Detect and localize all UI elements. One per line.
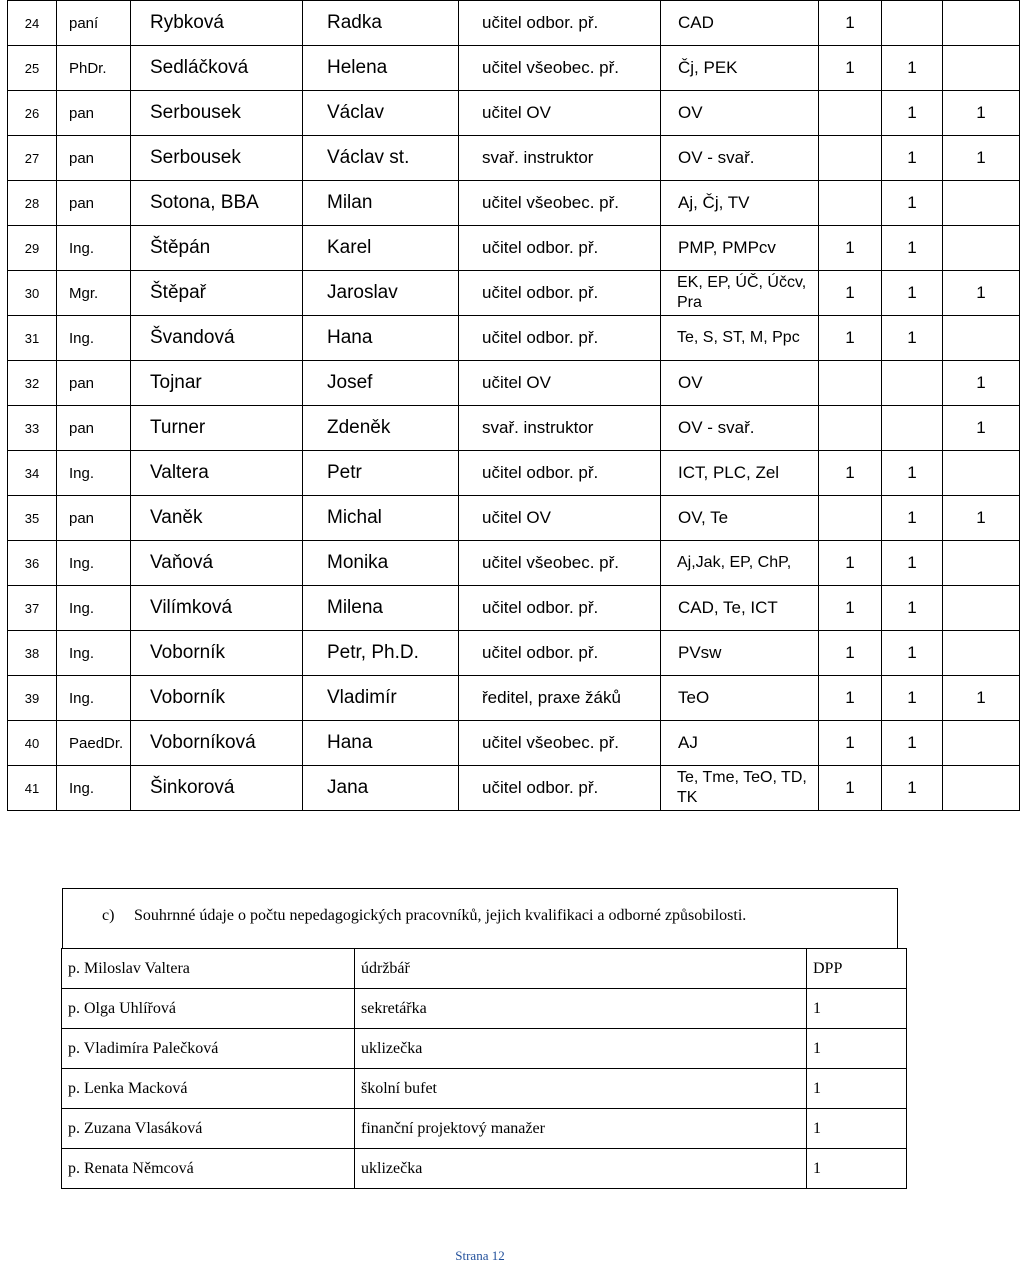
surname-cell: Vilímková (131, 586, 303, 631)
table-row (8, 46, 1020, 91)
subjects-cell: Te, S, ST, M, Ppc (661, 316, 819, 361)
employee-role-cell: finanční projektový manažer (355, 1109, 807, 1149)
mark-b-cell: 1 (882, 496, 943, 541)
mark-a-cell (819, 361, 882, 406)
mark-b-cell (882, 1, 943, 46)
position-cell: učitel odbor. př. (459, 316, 661, 361)
mark-b-cell: 1 (882, 316, 943, 361)
academic-title-cell: Ing. (57, 766, 131, 811)
row-number-cell: 34 (8, 451, 57, 496)
subjects-cell: EK, EP, ÚČ, Účcv, Pra (661, 271, 819, 316)
position-cell: učitel odbor. př. (459, 586, 661, 631)
surname-cell: Vaněk (131, 496, 303, 541)
academic-title-cell: Ing. (57, 316, 131, 361)
mark-c-cell: 1 (943, 136, 1020, 181)
mark-a-cell: 1 (819, 676, 882, 721)
table-row (8, 136, 1020, 181)
list-item (62, 949, 907, 989)
employee-name-cell: p. Olga Uhlířová (62, 989, 355, 1029)
surname-cell: Štěpař (131, 271, 303, 316)
academic-title-cell: PaedDr. (57, 721, 131, 766)
mark-a-cell (819, 91, 882, 136)
non-pedagogical-staff-table (61, 948, 907, 1189)
first-name-cell: Václav st. (303, 136, 459, 181)
table-row (8, 226, 1020, 271)
employee-value-cell: 1 (807, 989, 907, 1029)
first-name-cell: Vladimír (303, 676, 459, 721)
mark-c-cell (943, 1, 1020, 46)
mark-a-cell (819, 136, 882, 181)
subjects-cell: AJ (661, 721, 819, 766)
mark-a-cell: 1 (819, 586, 882, 631)
position-cell: učitel všeobec. př. (459, 541, 661, 586)
mark-b-cell: 1 (882, 721, 943, 766)
first-name-cell: Petr, Ph.D. (303, 631, 459, 676)
row-number-cell: 26 (8, 91, 57, 136)
position-cell: učitel odbor. př. (459, 271, 661, 316)
table-row (8, 91, 1020, 136)
first-name-cell: Milena (303, 586, 459, 631)
subjects-cell: OV - svař. (661, 406, 819, 451)
mark-a-cell: 1 (819, 541, 882, 586)
mark-b-cell: 1 (882, 586, 943, 631)
position-cell: učitel odbor. př. (459, 451, 661, 496)
mark-a-cell (819, 496, 882, 541)
position-cell: učitel všeobec. př. (459, 46, 661, 91)
position-cell: ředitel, praxe žáků (459, 676, 661, 721)
mark-b-cell: 1 (882, 46, 943, 91)
mark-a-cell: 1 (819, 46, 882, 91)
surname-cell: Serbousek (131, 91, 303, 136)
table-row (8, 676, 1020, 721)
subjects-cell: PVsw (661, 631, 819, 676)
academic-title-cell: pan (57, 91, 131, 136)
employee-role-cell: uklizečka (355, 1029, 807, 1069)
mark-a-cell: 1 (819, 1, 882, 46)
employee-value-cell: 1 (807, 1069, 907, 1109)
table-row (8, 631, 1020, 676)
row-number-cell: 30 (8, 271, 57, 316)
mark-c-cell: 1 (943, 496, 1020, 541)
position-cell: učitel OV (459, 361, 661, 406)
position-cell: učitel odbor. př. (459, 766, 661, 811)
mark-a-cell: 1 (819, 631, 882, 676)
mark-c-cell (943, 586, 1020, 631)
surname-cell: Šinkorová (131, 766, 303, 811)
employee-value-cell: DPP (807, 949, 907, 989)
first-name-cell: Josef (303, 361, 459, 406)
mark-a-cell: 1 (819, 316, 882, 361)
mark-b-cell (882, 361, 943, 406)
table-row (8, 316, 1020, 361)
list-item (62, 1109, 907, 1149)
first-name-cell: Milan (303, 181, 459, 226)
first-name-cell: Michal (303, 496, 459, 541)
academic-title-cell: PhDr. (57, 46, 131, 91)
list-item (62, 1029, 907, 1069)
table-row (8, 721, 1020, 766)
first-name-cell: Zdeněk (303, 406, 459, 451)
mark-a-cell: 1 (819, 226, 882, 271)
academic-title-cell: Ing. (57, 586, 131, 631)
table-row (8, 1, 1020, 46)
subjects-cell: OV (661, 361, 819, 406)
surname-cell: Štěpán (131, 226, 303, 271)
first-name-cell: Hana (303, 316, 459, 361)
table-row (8, 541, 1020, 586)
row-number-cell: 32 (8, 361, 57, 406)
table-row (8, 766, 1020, 811)
academic-title-cell: Ing. (57, 451, 131, 496)
surname-cell: Serbousek (131, 136, 303, 181)
mark-b-cell: 1 (882, 631, 943, 676)
subjects-cell: CAD (661, 1, 819, 46)
mark-a-cell: 1 (819, 766, 882, 811)
subjects-cell: PMP, PMPcv (661, 226, 819, 271)
academic-title-cell: paní (57, 1, 131, 46)
surname-cell: Sedláčková (131, 46, 303, 91)
mark-b-cell: 1 (882, 541, 943, 586)
surname-cell: Rybková (131, 1, 303, 46)
academic-title-cell: pan (57, 361, 131, 406)
position-cell: svař. instruktor (459, 136, 661, 181)
mark-c-cell: 1 (943, 361, 1020, 406)
subjects-cell: Čj, PEK (661, 46, 819, 91)
academic-title-cell: pan (57, 136, 131, 181)
position-cell: svař. instruktor (459, 406, 661, 451)
subjects-cell: Aj, Čj, TV (661, 181, 819, 226)
academic-title-cell: pan (57, 181, 131, 226)
row-number-cell: 31 (8, 316, 57, 361)
table-row (8, 406, 1020, 451)
row-number-cell: 33 (8, 406, 57, 451)
mark-b-cell: 1 (882, 451, 943, 496)
employee-value-cell: 1 (807, 1149, 907, 1189)
first-name-cell: Helena (303, 46, 459, 91)
staff-table (7, 0, 1020, 811)
subjects-cell: OV, Te (661, 496, 819, 541)
position-cell: učitel všeobec. př. (459, 181, 661, 226)
mark-c-cell: 1 (943, 406, 1020, 451)
mark-a-cell: 1 (819, 451, 882, 496)
mark-c-cell (943, 46, 1020, 91)
subjects-cell: CAD, Te, ICT (661, 586, 819, 631)
surname-cell: Tojnar (131, 361, 303, 406)
academic-title-cell: Mgr. (57, 271, 131, 316)
surname-cell: Turner (131, 406, 303, 451)
employee-role-cell: údržbář (355, 949, 807, 989)
subjects-cell: Te, Tme, TeO, TD, TK (661, 766, 819, 811)
surname-cell: Švandová (131, 316, 303, 361)
list-item (62, 989, 907, 1029)
employee-role-cell: školní bufet (355, 1069, 807, 1109)
mark-b-cell: 1 (882, 676, 943, 721)
row-number-cell: 41 (8, 766, 57, 811)
mark-b-cell: 1 (882, 271, 943, 316)
academic-title-cell: pan (57, 496, 131, 541)
mark-c-cell (943, 226, 1020, 271)
section-c-heading (102, 907, 746, 925)
mark-a-cell (819, 406, 882, 451)
row-number-cell: 37 (8, 586, 57, 631)
mark-b-cell: 1 (882, 226, 943, 271)
row-number-cell: 28 (8, 181, 57, 226)
employee-name-cell: p. Miloslav Valtera (62, 949, 355, 989)
subjects-cell: Aj,Jak, EP, ChP, (661, 541, 819, 586)
employee-value-cell: 1 (807, 1029, 907, 1069)
row-number-cell: 40 (8, 721, 57, 766)
subjects-cell: ICT, PLC, Zel (661, 451, 819, 496)
section-letter: c) (102, 907, 115, 924)
row-number-cell: 38 (8, 631, 57, 676)
surname-cell: Voborníková (131, 721, 303, 766)
mark-c-cell (943, 766, 1020, 811)
mark-b-cell: 1 (882, 766, 943, 811)
row-number-cell: 24 (8, 1, 57, 46)
employee-role-cell: uklizečka (355, 1149, 807, 1189)
section-title: Souhrnné údaje o počtu nepedagogických pracovníků, jejich kvalifikaci a odborné způsobilosti. (134, 907, 747, 924)
first-name-cell: Jaroslav (303, 271, 459, 316)
academic-title-cell: pan (57, 406, 131, 451)
mark-c-cell (943, 541, 1020, 586)
academic-title-cell: Ing. (57, 226, 131, 271)
first-name-cell: Monika (303, 541, 459, 586)
employee-name-cell: p. Vladimíra Palečková (62, 1029, 355, 1069)
row-number-cell: 25 (8, 46, 57, 91)
employee-value-cell: 1 (807, 1109, 907, 1149)
position-cell: učitel odbor. př. (459, 631, 661, 676)
mark-c-cell (943, 181, 1020, 226)
employee-name-cell: p. Zuzana Vlasáková (62, 1109, 355, 1149)
mark-a-cell: 1 (819, 271, 882, 316)
list-item (62, 1069, 907, 1109)
first-name-cell: Hana (303, 721, 459, 766)
mark-a-cell: 1 (819, 721, 882, 766)
table-row (8, 586, 1020, 631)
employee-role-cell: sekretářka (355, 989, 807, 1029)
surname-cell: Sotona, BBA (131, 181, 303, 226)
table-row (8, 181, 1020, 226)
first-name-cell: Petr (303, 451, 459, 496)
page-number: Strana 12 (455, 1248, 505, 1263)
position-cell: učitel všeobec. př. (459, 721, 661, 766)
employee-name-cell: p. Lenka Macková (62, 1069, 355, 1109)
surname-cell: Valtera (131, 451, 303, 496)
employee-name-cell: p. Renata Němcová (62, 1149, 355, 1189)
subjects-cell: OV - svař. (661, 136, 819, 181)
mark-a-cell (819, 181, 882, 226)
position-cell: učitel OV (459, 496, 661, 541)
row-number-cell: 27 (8, 136, 57, 181)
surname-cell: Vaňová (131, 541, 303, 586)
position-cell: učitel odbor. př. (459, 1, 661, 46)
row-number-cell: 36 (8, 541, 57, 586)
table-row (8, 271, 1020, 316)
mark-b-cell: 1 (882, 91, 943, 136)
academic-title-cell: Ing. (57, 631, 131, 676)
first-name-cell: Radka (303, 1, 459, 46)
table-row (8, 451, 1020, 496)
position-cell: učitel OV (459, 91, 661, 136)
position-cell: učitel odbor. př. (459, 226, 661, 271)
mark-b-cell (882, 406, 943, 451)
mark-b-cell: 1 (882, 136, 943, 181)
mark-c-cell (943, 631, 1020, 676)
first-name-cell: Jana (303, 766, 459, 811)
subjects-cell: OV (661, 91, 819, 136)
surname-cell: Voborník (131, 631, 303, 676)
row-number-cell: 29 (8, 226, 57, 271)
mark-c-cell (943, 721, 1020, 766)
mark-c-cell: 1 (943, 271, 1020, 316)
surname-cell: Voborník (131, 676, 303, 721)
first-name-cell: Václav (303, 91, 459, 136)
mark-c-cell (943, 316, 1020, 361)
mark-b-cell: 1 (882, 181, 943, 226)
row-number-cell: 39 (8, 676, 57, 721)
academic-title-cell: Ing. (57, 541, 131, 586)
mark-c-cell (943, 451, 1020, 496)
list-item (62, 1149, 907, 1189)
mark-c-cell: 1 (943, 676, 1020, 721)
academic-title-cell: Ing. (57, 676, 131, 721)
subjects-cell: TeO (661, 676, 819, 721)
mark-c-cell: 1 (943, 91, 1020, 136)
row-number-cell: 35 (8, 496, 57, 541)
table-row (8, 496, 1020, 541)
table-row (8, 361, 1020, 406)
first-name-cell: Karel (303, 226, 459, 271)
